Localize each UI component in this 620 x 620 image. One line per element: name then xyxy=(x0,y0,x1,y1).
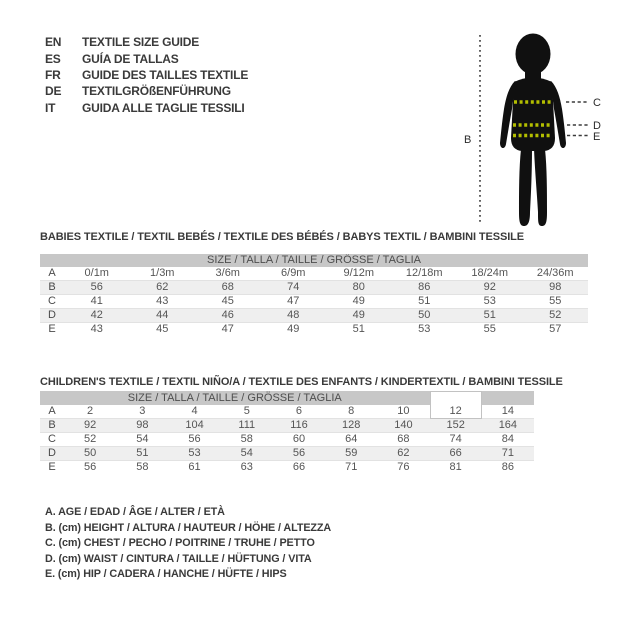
value-cell: 43 xyxy=(90,323,103,335)
value-cell: 74 xyxy=(430,433,482,447)
language-row xyxy=(45,100,248,116)
value-cell: 54 xyxy=(221,447,273,461)
value-cell: 62 xyxy=(377,447,429,461)
row-label: D xyxy=(40,309,64,323)
row-label: A xyxy=(40,267,64,281)
value-cell: 86 xyxy=(392,281,458,295)
value-cell: 46 xyxy=(195,309,261,323)
value-cell: 71 xyxy=(482,447,534,461)
size-header-row xyxy=(40,254,588,267)
value-cell: 59 xyxy=(325,447,377,461)
value-cell: 49 xyxy=(287,323,300,335)
value-cell: 56 xyxy=(64,281,130,295)
value-cell: 52 xyxy=(64,433,116,447)
table-row xyxy=(40,267,588,281)
value-cell: 14 xyxy=(482,405,534,419)
value-cell: 4 xyxy=(168,405,220,419)
size-header-bar: SIZE / TALLA / TAILLE / GRÖSSE / TAGLIA xyxy=(40,254,588,267)
value-cell: 116 xyxy=(273,419,325,433)
value-cell: 92 xyxy=(64,419,116,433)
value-cell: 47 xyxy=(221,323,234,335)
value-cell: 56 xyxy=(168,433,220,447)
language-label: TEXTILGRÖßENFÜHRUNG xyxy=(82,84,231,99)
value-cell: 53 xyxy=(418,323,431,335)
row-label: D xyxy=(40,447,64,461)
value-cell: 50 xyxy=(64,447,116,461)
hip-label: E xyxy=(593,131,601,143)
value-cell: 68 xyxy=(195,281,261,295)
value-cell: 61 xyxy=(188,461,201,473)
table-row xyxy=(40,295,588,309)
value-cell: 49 xyxy=(326,295,392,309)
value-cell: 53 xyxy=(457,295,523,309)
table-row xyxy=(40,447,534,461)
waist-label: D xyxy=(593,120,601,132)
value-cell: 58 xyxy=(136,461,149,473)
language-code: EN xyxy=(45,35,62,50)
value-cell: 41 xyxy=(64,295,130,309)
value-cell: 64 xyxy=(325,433,377,447)
value-cell: 63 xyxy=(240,461,253,473)
value-cell: 128 xyxy=(325,419,377,433)
highlighted-column-top xyxy=(430,391,482,405)
value-cell: 45 xyxy=(156,323,169,335)
language-code: FR xyxy=(45,67,61,82)
value-cell: 66 xyxy=(430,447,482,461)
value-cell: 6/9m xyxy=(261,267,327,281)
value-cell: 74 xyxy=(261,281,327,295)
chest-label: C xyxy=(593,97,601,109)
value-cell: 62 xyxy=(130,281,196,295)
value-cell: 81 xyxy=(449,461,462,473)
value-cell: 66 xyxy=(292,461,306,473)
value-cell: 55 xyxy=(483,323,496,335)
value-cell: 44 xyxy=(130,309,196,323)
language-row xyxy=(45,34,248,50)
value-cell: 42 xyxy=(64,309,130,323)
child-silhouette xyxy=(500,34,566,227)
value-cell: 140 xyxy=(377,419,429,433)
value-cell: 1/3m xyxy=(130,267,196,281)
value-cell: 86 xyxy=(501,461,514,473)
table-row xyxy=(40,419,534,433)
language-code: IT xyxy=(45,100,56,115)
size-header-row xyxy=(40,391,534,405)
value-cell: 52 xyxy=(523,309,589,323)
value-cell: 60 xyxy=(273,433,325,447)
row-label: A xyxy=(40,405,64,419)
value-cell: 5 xyxy=(221,405,273,419)
babies-section-title: BABIES TEXTILE / TEXTIL BEBÉS / TEXTILE DES BÉBÉS / BABYS TEXTIL / BAMBINI TESSILE xyxy=(40,231,525,243)
babies-size-table xyxy=(40,254,588,337)
language-code: DE xyxy=(45,84,62,99)
value-cell: 10 xyxy=(377,405,429,419)
highlighted-size-cell: 12 xyxy=(430,405,482,419)
value-cell: 51 xyxy=(352,323,365,335)
value-cell: 80 xyxy=(326,281,392,295)
value-cell: 3/6m xyxy=(195,267,261,281)
measurement-legend xyxy=(45,506,331,584)
value-cell: 54 xyxy=(116,433,168,447)
value-cell: 111 xyxy=(221,419,273,433)
value-cell: 55 xyxy=(523,295,589,309)
value-cell: 76 xyxy=(397,461,410,473)
size-header-bar-right xyxy=(482,391,534,405)
table-row xyxy=(40,309,588,323)
value-cell: 0/1m xyxy=(64,267,130,281)
value-cell: 47 xyxy=(261,295,327,309)
value-cell: 68 xyxy=(377,433,429,447)
value-cell: 6 xyxy=(273,405,325,419)
value-cell: 49 xyxy=(326,309,392,323)
row-label: E xyxy=(48,461,56,473)
value-cell: 71 xyxy=(345,461,358,473)
value-cell: 51 xyxy=(457,309,523,323)
height-label: B xyxy=(464,134,472,146)
value-cell: 53 xyxy=(168,447,220,461)
legend-item: A. AGE / EDAD / ÂGE / ALTER / ETÀ xyxy=(45,506,225,518)
language-label: GUÍA DE TALLAS xyxy=(82,51,179,66)
value-cell: 24/36m xyxy=(523,267,589,281)
value-cell: 92 xyxy=(457,281,523,295)
value-cell: 18/24m xyxy=(457,267,523,281)
value-cell: 164 xyxy=(482,419,534,433)
language-row xyxy=(45,83,248,99)
language-code: ES xyxy=(45,51,61,66)
children-size-table xyxy=(40,391,534,475)
legend-item: C. (cm) CHEST / PECHO / POITRINE / TRUHE / PETTO xyxy=(45,537,315,550)
row-label: E xyxy=(48,323,56,335)
value-cell: 50 xyxy=(392,309,458,323)
value-cell: 43 xyxy=(130,295,196,309)
value-cell: 2 xyxy=(64,405,116,419)
row-label: B xyxy=(40,281,64,295)
value-cell: 56 xyxy=(273,447,325,461)
children-section-title: CHILDREN'S TEXTILE / TEXTIL NIÑO/A / TEXTILE DES ENFANTS / KINDERTEXTIL / BAMBINI TESSILE xyxy=(40,376,563,388)
value-cell: 104 xyxy=(168,419,220,433)
table-row xyxy=(40,433,534,447)
value-cell: 56 xyxy=(83,461,97,473)
language-list xyxy=(45,34,248,116)
value-cell: 51 xyxy=(392,295,458,309)
size-header-bar: SIZE / TALLA / TAILLE / GRÖSSE / TAGLIA xyxy=(40,391,430,405)
row-label: B xyxy=(40,419,64,433)
value-cell: 12/18m xyxy=(392,267,458,281)
language-label: GUIDE DES TAILLES TEXTILE xyxy=(82,67,249,82)
legend-item: D. (cm) WAIST / CINTURA / TAILLE / HÜFTUNG / VITA xyxy=(45,552,312,565)
value-cell: 84 xyxy=(482,433,534,447)
child-figure-diagram xyxy=(452,26,616,234)
value-cell: 58 xyxy=(221,433,273,447)
table-row xyxy=(40,281,588,295)
row-label: C xyxy=(40,295,64,309)
language-label: GUIDA ALLE TAGLIE TESSILI xyxy=(82,100,245,115)
table-row xyxy=(40,461,534,475)
value-cell: 57 xyxy=(549,323,562,335)
value-cell: 48 xyxy=(261,309,327,323)
value-cell: 98 xyxy=(116,419,168,433)
language-row xyxy=(45,50,248,66)
table-row xyxy=(40,323,588,337)
legend-item: E. (cm) HIP / CADERA / HANCHE / HÜFTE / HIPS xyxy=(45,568,287,581)
value-cell: 3 xyxy=(116,405,168,419)
language-row xyxy=(45,67,248,83)
value-cell: 152 xyxy=(430,419,482,433)
value-cell: 51 xyxy=(116,447,168,461)
value-cell: 45 xyxy=(195,295,261,309)
language-label: TEXTILE SIZE GUIDE xyxy=(82,35,200,50)
child-silhouette-icon xyxy=(452,26,616,234)
value-cell: 98 xyxy=(523,281,589,295)
value-cell: 9/12m xyxy=(326,267,392,281)
legend-item: B. (cm) HEIGHT / ALTURA / HAUTEUR / HÖHE / ALTEZZA xyxy=(45,521,332,534)
table-row xyxy=(40,405,534,419)
row-label: C xyxy=(40,433,64,447)
value-cell: 8 xyxy=(325,405,377,419)
